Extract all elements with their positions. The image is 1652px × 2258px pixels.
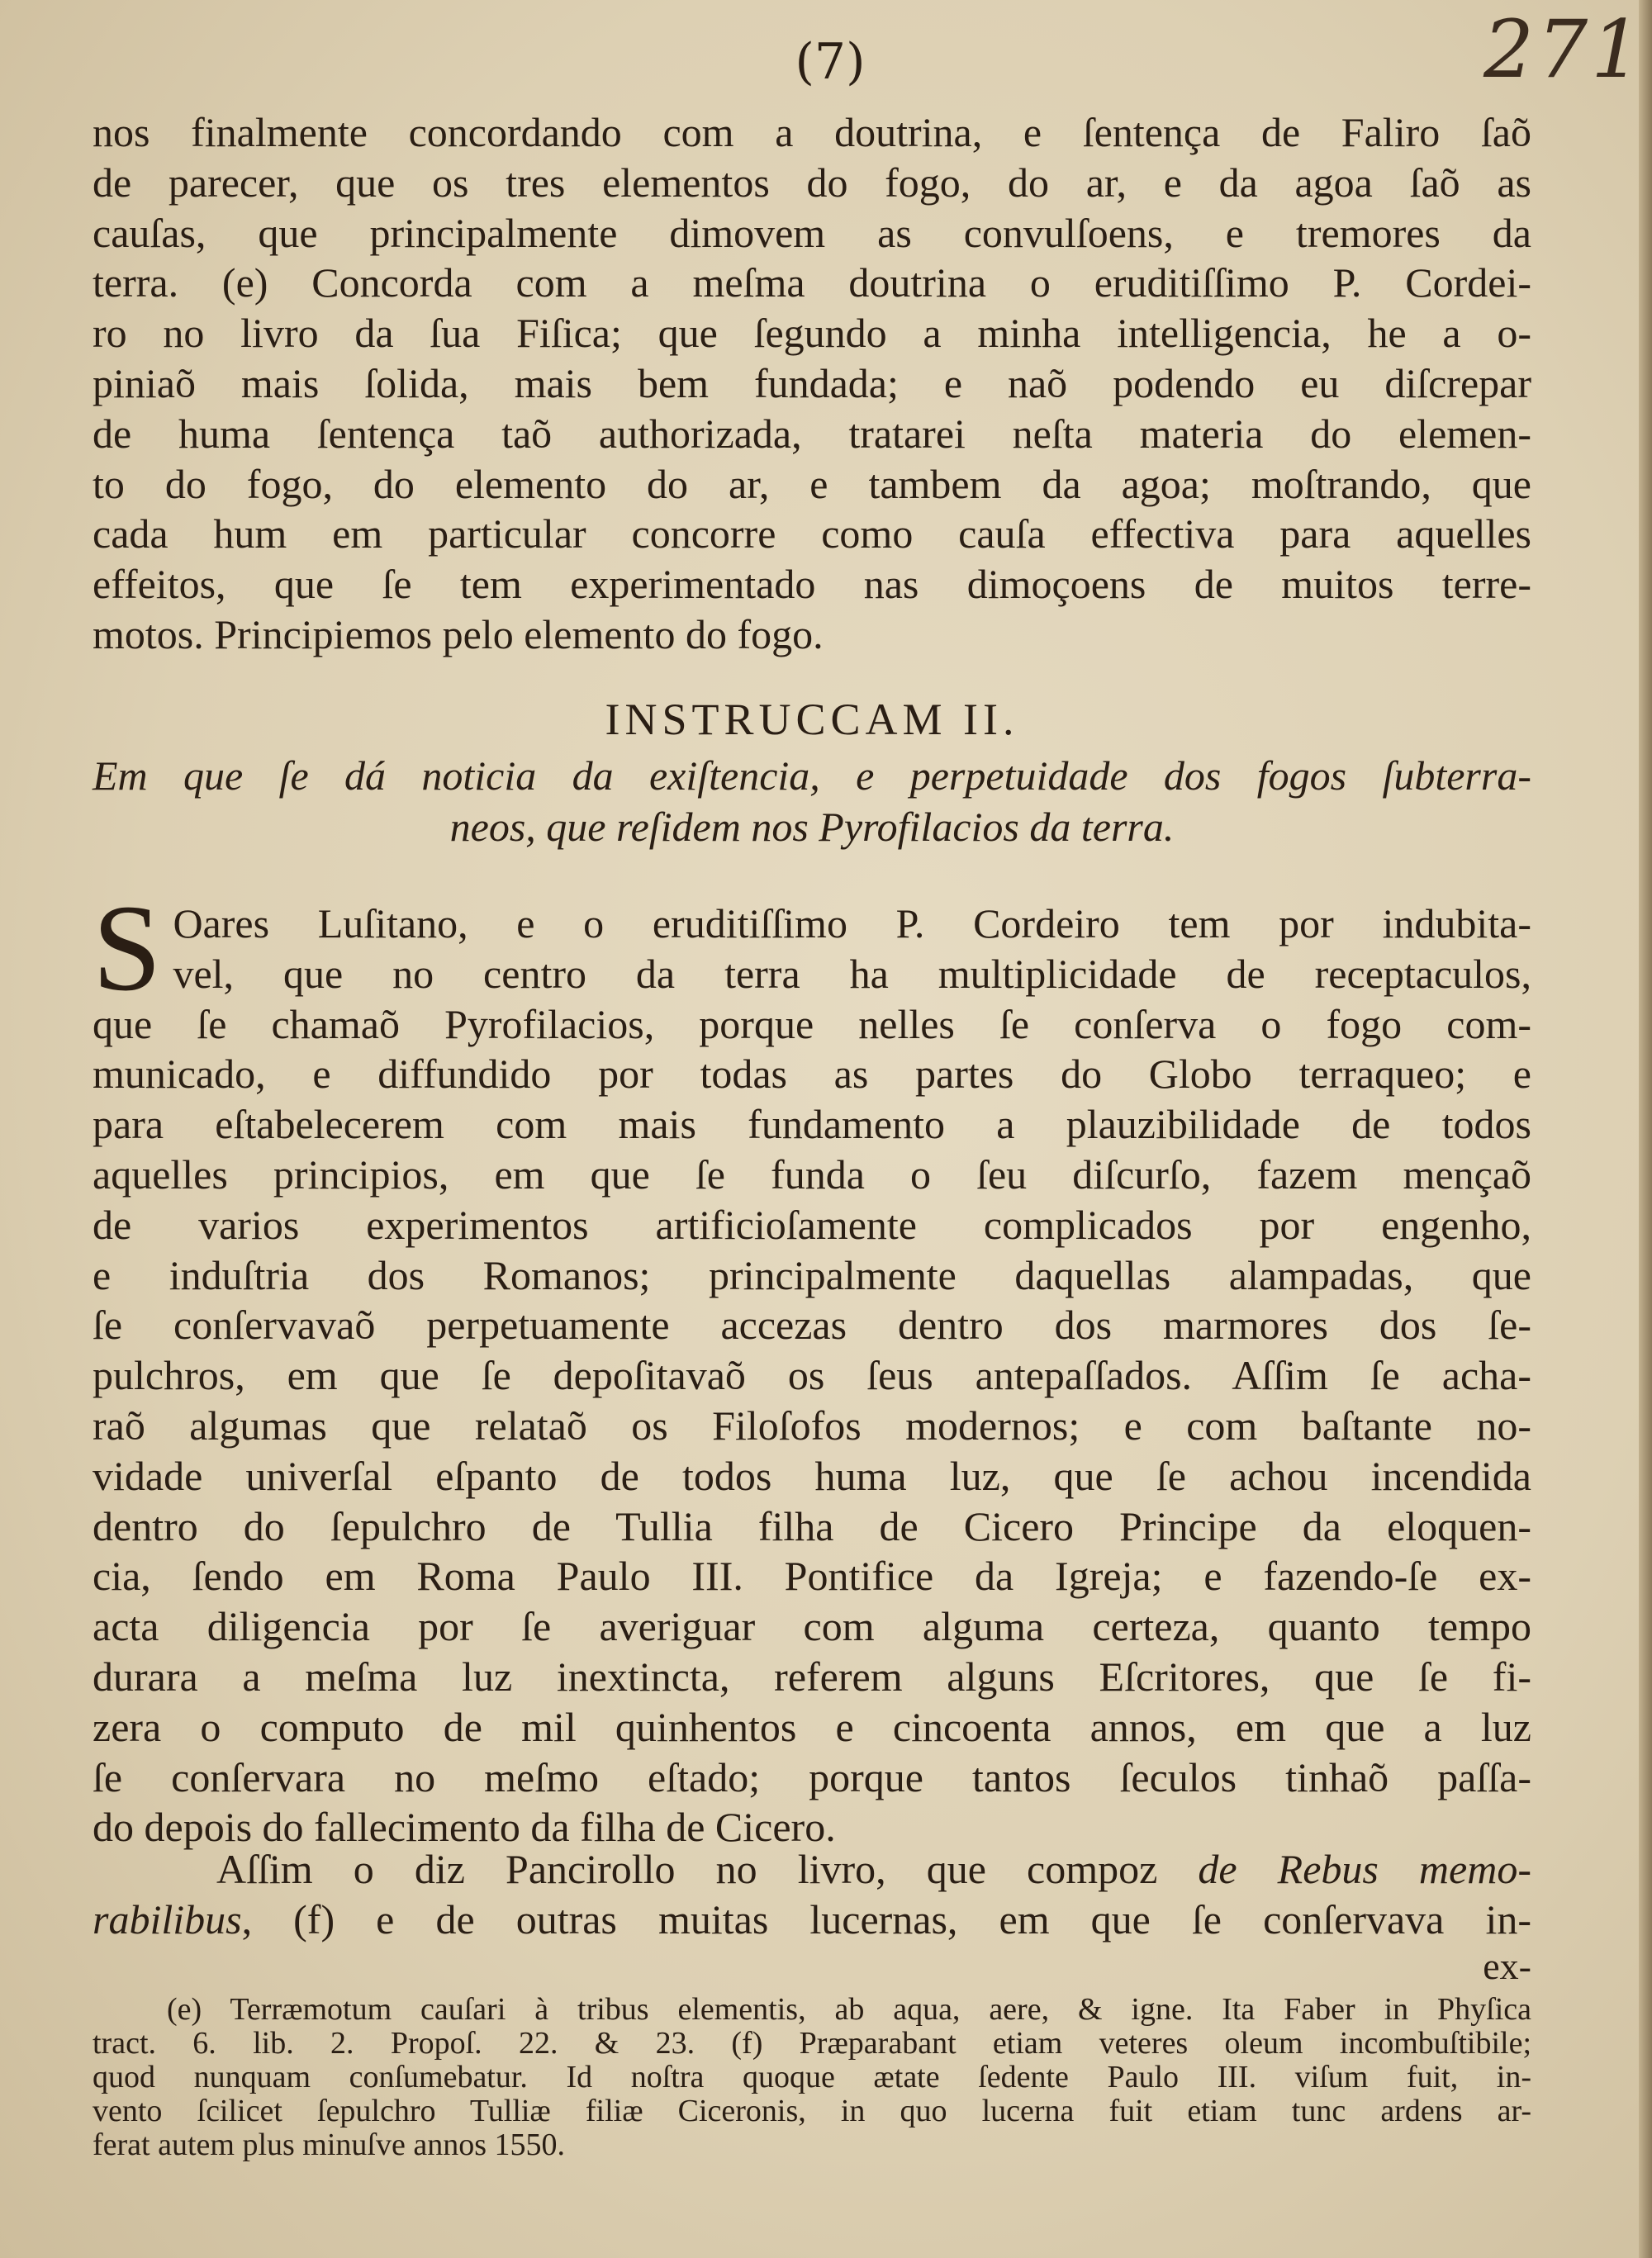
text-line: raõ algumas que relataõ os Filoſofos modernos; e com baſtante no- bbox=[93, 1402, 1531, 1449]
text-span: , (f) e de outras muitas lucernas, em que ſe conſervava in- bbox=[241, 1895, 1531, 1943]
page-number: (7) bbox=[795, 33, 866, 91]
text-line: municado, e diffundido por todas as partes do Globo terraqueo; e bbox=[93, 1051, 1531, 1098]
section-subtitle bbox=[93, 750, 1531, 852]
text-line bbox=[93, 1844, 1531, 1895]
text-line: Oares Luſitano, e o eruditiſſimo P. Cordeiro tem por indubita- bbox=[173, 900, 1531, 946]
main-paragraph bbox=[93, 880, 1531, 1852]
footnote-line: quod nunquam conſumebatur. Id noſtra quoque ætate ſedente Paulo III. viſum fuit, in- bbox=[93, 2060, 1531, 2094]
text-line: ro no livro da ſua Fiſica; que ſegundo a minha intelligencia, he a o- bbox=[93, 310, 1531, 357]
text-line: cauſas, que principalmente dimovem as convulſoens, e tremores da bbox=[93, 209, 1531, 256]
text-line: de parecer, que os tres elementos do fogo, do ar, e da agoa ſaõ as bbox=[93, 159, 1531, 206]
text-line: acta diligencia por ſe averiguar com alguma certeza, quanto tempo bbox=[93, 1603, 1531, 1650]
text-line: cada hum em particular concorre como cauſa effectiva para aquelles bbox=[93, 510, 1531, 557]
text-line: que ſe chamaõ Pyrofilacios, porque nelles ſe conſerva o fogo com- bbox=[93, 1000, 1531, 1047]
text-line: durara a meſma luz inextincta, referem alguns Eſcritores, que ſe fi- bbox=[93, 1653, 1531, 1700]
text-line: vel, que no centro da terra ha multiplicidade de receptaculos, bbox=[173, 950, 1531, 997]
text-line: ſe conſervara no meſmo eſtado; porque tantos ſeculos tinhaõ paſſa- bbox=[93, 1753, 1531, 1800]
text-line: pulchros, em que ſe depoſitavaõ os ſeus antepaſſados. Aſſim ſe acha- bbox=[93, 1352, 1531, 1399]
catchword: ex- bbox=[1483, 1945, 1531, 1987]
subtitle-line: Em que ſe dá noticia da exiſtencia, e perpetuidade dos fogos ſubterra- bbox=[93, 752, 1531, 799]
subtitle-line: neos, que reſidem nos Pyrofilacios da terra. bbox=[449, 804, 1175, 850]
text-line: cia, ſendo em Roma Paulo III. Pontifice da Igreja; e fazendo-ſe ex- bbox=[93, 1553, 1531, 1600]
second-paragraph bbox=[93, 1844, 1531, 1945]
text-line: terra. (e) Concorda com a meſma doutrina o eruditiſſimo P. Cordei- bbox=[93, 259, 1531, 306]
text-line: dentro do ſepulchro de Tullia filha de Cicero Principe da eloquen- bbox=[93, 1502, 1531, 1549]
text-span: Aſſim o diz Pancirollo no livro, que compoz bbox=[216, 1846, 1199, 1892]
footnote-line: (e) Terræmotum cauſari à tribus elementis, ab aqua, aere, & igne. Ita Faber in Phyſica bbox=[167, 1992, 1531, 2027]
footnote-line: vento ſcilicet ſepulchro Tulliæ filiæ Ciceronis, in quo lucerna fuit etiam tunc ardens ar- bbox=[93, 2094, 1531, 2128]
text-line bbox=[93, 1895, 1531, 1945]
section-heading: INSTRUCCAM II. bbox=[605, 695, 1019, 744]
text-line: para eſtabelecerem com mais fundamento a plauzibilidade de todos bbox=[93, 1101, 1531, 1148]
text-line: nos finalmente concordando com a doutrina, e ſentença de Faliro ſaõ bbox=[93, 109, 1531, 155]
book-title-italic: rabilibus bbox=[93, 1895, 242, 1943]
footnotes bbox=[93, 1993, 1531, 2162]
text-line: de huma ſentença taõ authorizada, tratarei neſta materia do elemen- bbox=[93, 410, 1531, 457]
text-line: de varios experimentos artificioſamente complicados por engenho, bbox=[93, 1201, 1531, 1248]
page-edge bbox=[1639, 0, 1652, 2258]
footnote-line: ferat autem plus minuſve annos 1550. bbox=[93, 2128, 565, 2162]
text-line: e induſtria dos Romanos; principalmente daquellas alampadas, que bbox=[93, 1251, 1531, 1298]
book-title-italic: de Rebus memo- bbox=[1198, 1846, 1531, 1892]
text-line: to do fogo, do elemento do ar, e tambem da agoa; moſtrando, que bbox=[93, 460, 1531, 507]
text-line: effeitos, que ſe tem experimentado nas dimoçoens de muitos terre- bbox=[93, 561, 1531, 608]
text-line: ſe conſervavaõ perpetuamente accezas dentro dos marmores dos ſe- bbox=[93, 1302, 1531, 1349]
text-line: motos. Principiemos pelo elemento do fogo. bbox=[93, 610, 824, 657]
footnote-line: tract. 6. lib. 2. Propoſ. 22. & 23. (f) Præparabant etiam veteres oleum incombuſtibile; bbox=[93, 2026, 1531, 2061]
text-line: aquelles principios, em que ſe funda o ſeu diſcurſo, fazem mençaõ bbox=[93, 1150, 1531, 1198]
text-line: do depois do fallecimento da filha de Cicero. bbox=[93, 1804, 836, 1851]
intro-paragraph bbox=[93, 107, 1531, 660]
text-line: vidade univerſal eſpanto de todos huma luz, que ſe achou incendida bbox=[93, 1452, 1531, 1499]
drop-cap: S bbox=[93, 880, 162, 1017]
text-line: zera o computo de mil quinhentos e cincoenta annos, em que a luz bbox=[93, 1703, 1531, 1750]
handwritten-folio-number: 271 bbox=[1483, 3, 1645, 96]
text-line: piniaõ mais ſolida, mais bem fundada; e naõ podendo eu diſcrepar bbox=[93, 359, 1531, 406]
